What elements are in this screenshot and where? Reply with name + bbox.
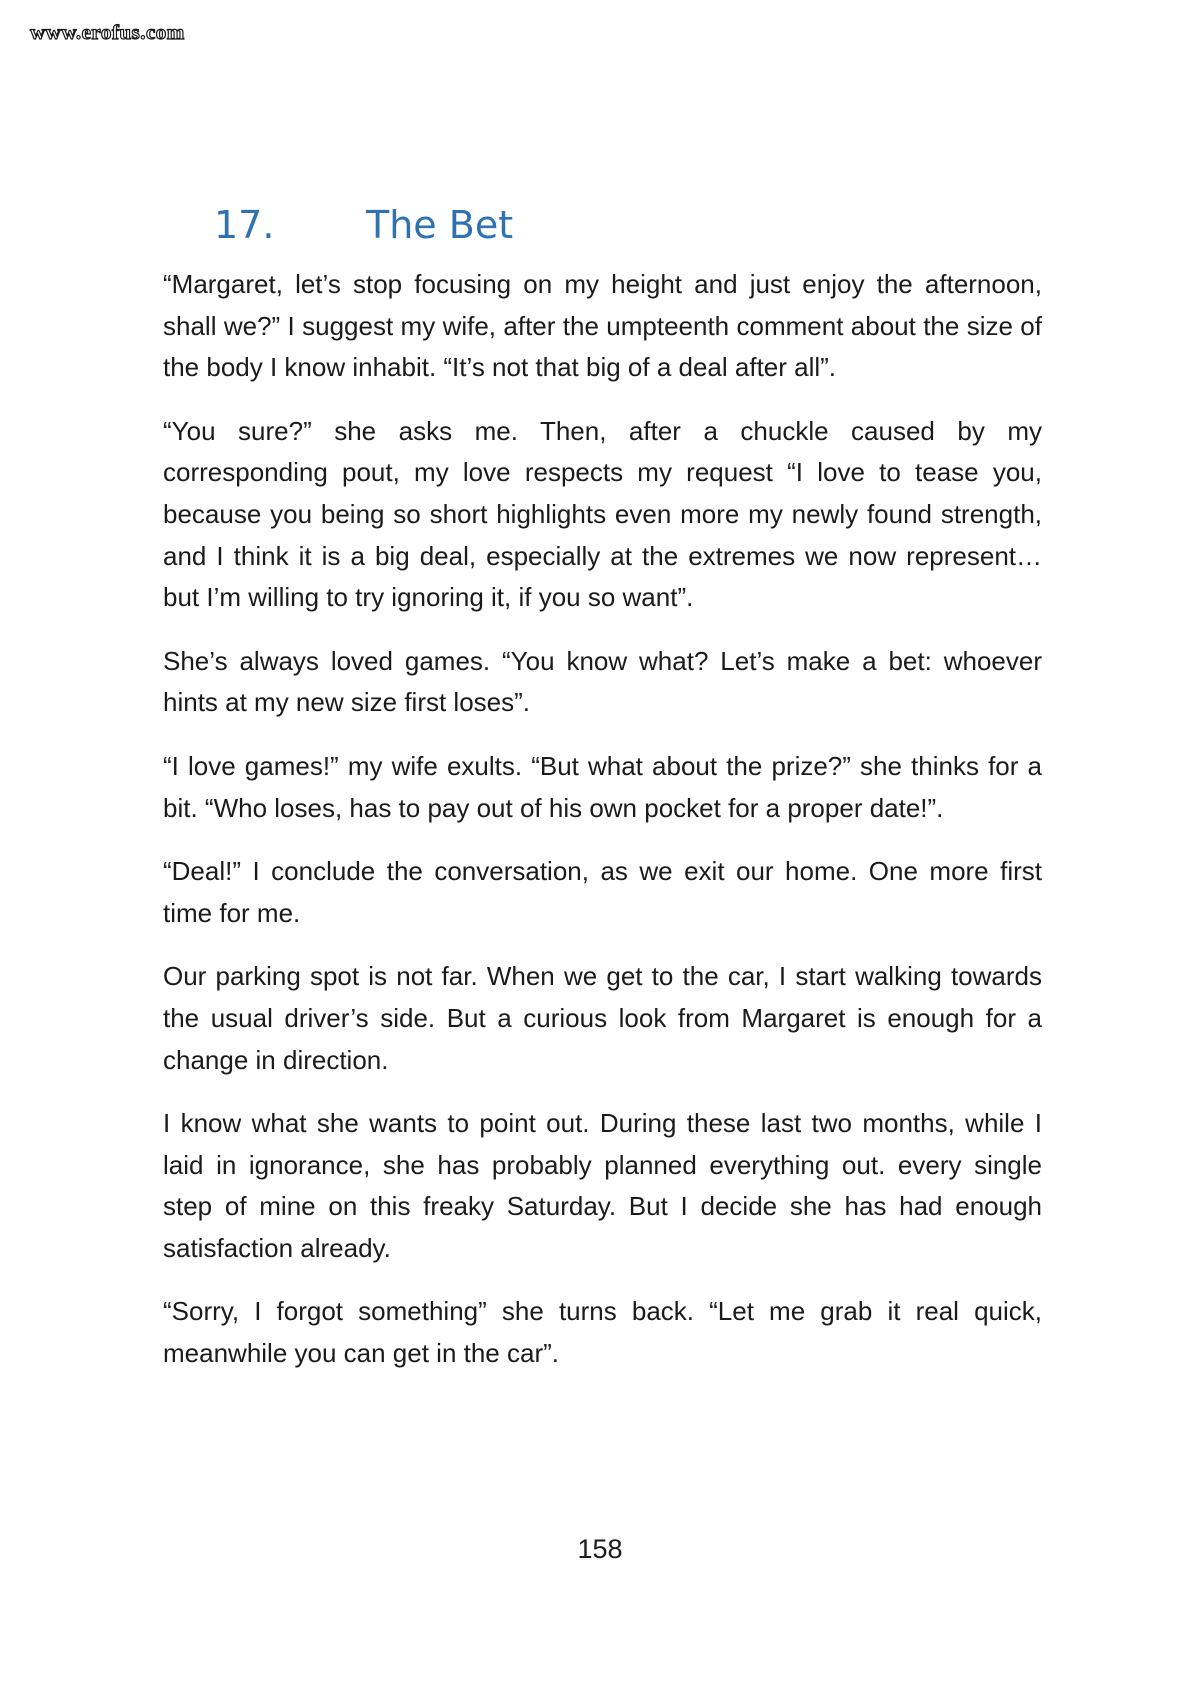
paragraph-5: “Deal!” I conclude the conversation, as we exit our home. One more first time for me. (163, 856, 1042, 928)
chapter-title: The Bet (366, 203, 514, 247)
chapter-heading (214, 203, 514, 266)
chapter-number: 17. (214, 203, 275, 247)
paragraph-4: “I love games!” my wife exults. “But what about the prize?” she thinks for a bit. “Who loses, has to pay out of his own pocket for a proper date!”. (163, 750, 1042, 823)
body-text (163, 264, 1042, 1397)
paragraph-2: “You sure?” she asks me. Then, after a chuckle caused by my corresponding pout, my love respects my request “I love to tease you, because you being so short highlights even more my newly found strength, and I think it is a big deal, especially at the extremes we now represent… but I’m willing to try ignoring it, if you so want”. (163, 415, 1042, 613)
paragraph-6: Our parking spot is not far. When we get to the car, I start walking towards the usual driver’s side. But a curious look from Margaret is enough for a change in direction. (163, 961, 1042, 1075)
page-number: 158 (577, 1534, 623, 1564)
paragraph-1: “Margaret, let’s stop focusing on my height and just enjoy the afternoon, shall we?” I suggest my wife, after the umpteenth comment about the size of the body I know inhabit. “It’s not that big of a deal after all”. (163, 269, 1042, 383)
watermark-text: www.erofus.com (30, 20, 185, 44)
paragraph-8: “Sorry, I forgot something” she turns back. “Let me grab it real quick, meanwhile you can get in the car”. (163, 1296, 1042, 1369)
paragraph-3: She’s always loved games. “You know what? Let’s make a bet: whoever hints at my new size first loses”. (163, 645, 1042, 718)
paragraph-7: I know what she wants to point out. During these last two months, while I laid in ignorance, she has probably planned everything out. every single step of mine on this freaky Saturday. But I decide she has had enough satisfaction already. (163, 1108, 1042, 1263)
